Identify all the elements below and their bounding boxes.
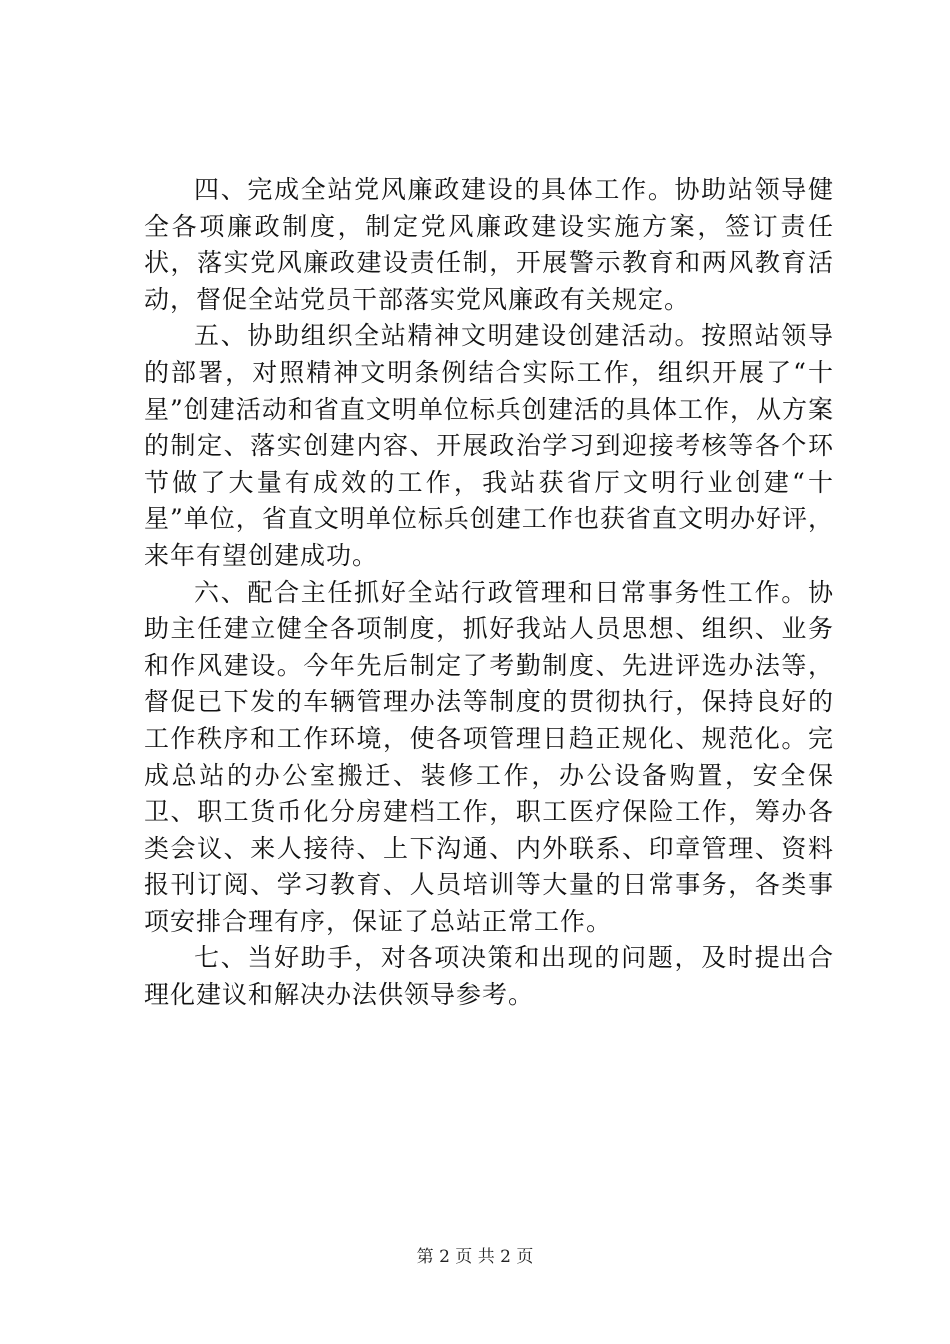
page-number-footer: 第 2 页 共 2 页 bbox=[416, 1247, 534, 1267]
paragraph-section-5: 五、协助组织全站精神文明建设创建活动。按照站领导的部署，对照精神文明条例结合实际工作，组织开展了“十星”创建活动和省直文明单位标兵创建活的具体工作，从方案的制定、落实创建内容、开展政治学习到迎接考核等各个环节做了大量有成效的工作，我站获省厅文明行业创建“十星”单位，省直文明单位标兵创建工作也获省直文明办好评，来年有望创建成功。 bbox=[144, 321, 834, 570]
paragraph-section-4: 四、完成全站党风廉政建设的具体工作。协助站领导健全各项廉政制度，制定党风廉政建设实施方案，签订责任状，落实党风廉政建设责任制，开展警示教育和两风教育活动，督促全站党员干部落实党风廉政有关规定。 bbox=[144, 175, 834, 314]
paragraph-section-7: 七、当好助手，对各项决策和出现的问题，及时提出合理化建议和解决办法供领导参考。 bbox=[144, 943, 834, 1010]
document-body bbox=[144, 172, 834, 1014]
paragraph-section-6: 六、配合主任抓好全站行政管理和日常事务性工作。协助主任建立健全各项制度，抓好我站人员思想、组织、业务和作风建设。今年先后制定了考勤制度、先进评选办法等，督促已下发的车辆管理办法等制度的贯彻执行，保持良好的工作秩序和工作环境，使各项管理日趋正规化、规范化。完成总站的办公室搬迁、装修工作，办公设备购置，安全保卫、职工货币化分房建档工作，职工医疗保险工作，筹办各类会议、来人接待、上下沟通、内外联系、印章管理、资料报刊订阅、学习教育、人员培训等大量的日常事务，各类事项安排合理有序，保证了总站正常工作。 bbox=[144, 577, 834, 936]
